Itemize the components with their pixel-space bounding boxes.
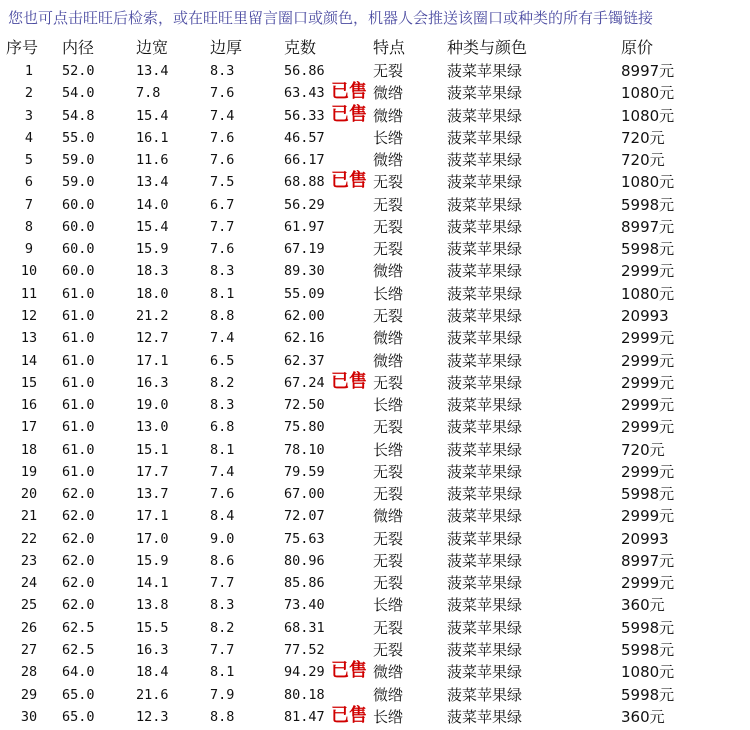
header-inner-diameter: 内径 xyxy=(62,38,95,57)
cell-inner-diameter: 59.0 xyxy=(62,174,95,191)
cell-inner-diameter: 64.0 xyxy=(62,664,95,681)
cell-type-color: 菠菜苹果绿 xyxy=(447,62,523,80)
cell-band-thickness: 8.2 xyxy=(210,374,235,391)
cell-row-number: 11 xyxy=(20,285,38,302)
cell-band-thickness: 8.1 xyxy=(210,285,235,302)
cell-row-number: 27 xyxy=(20,642,38,659)
cell-band-width: 17.7 xyxy=(136,463,169,480)
cell-price: 1080元 xyxy=(621,663,675,682)
cell-band-width: 15.1 xyxy=(136,441,169,458)
cell-inner-diameter: 61.0 xyxy=(62,419,95,436)
cell-type-color: 菠菜苹果绿 xyxy=(447,485,523,504)
cell-price: 2999元 xyxy=(621,373,675,392)
table-row xyxy=(0,594,750,616)
table-row xyxy=(0,439,750,461)
table-row xyxy=(0,617,750,639)
cell-band-width: 18.3 xyxy=(136,263,169,280)
cell-band-thickness: 7.6 xyxy=(210,85,235,102)
cell-inner-diameter: 52.0 xyxy=(62,63,95,79)
cell-feature: 无裂 xyxy=(373,618,404,637)
table-row xyxy=(0,483,750,505)
cell-band-width: 14.1 xyxy=(136,575,169,592)
table-row xyxy=(0,550,750,572)
cell-type-color: 菠菜苹果绿 xyxy=(447,440,523,459)
cell-band-thickness: 8.8 xyxy=(210,307,235,324)
cell-inner-diameter: 60.0 xyxy=(62,196,95,213)
cell-type-color: 菠菜苹果绿 xyxy=(447,173,523,192)
cell-row-number: 3 xyxy=(24,107,34,124)
cell-weight: 56.86 xyxy=(284,63,325,79)
sold-badge: 已售 xyxy=(331,660,367,682)
cell-band-thickness: 8.1 xyxy=(210,441,235,458)
cell-weight: 67.19 xyxy=(284,241,325,258)
table-row xyxy=(0,105,750,127)
cell-price: 2999元 xyxy=(621,462,675,481)
cell-row-number: 1 xyxy=(24,63,34,79)
header-price: 原价 xyxy=(621,38,654,57)
table-row xyxy=(0,528,750,550)
cell-row-number: 26 xyxy=(20,619,38,636)
cell-weight: 80.96 xyxy=(284,552,325,569)
sold-badge: 已售 xyxy=(331,103,367,125)
cell-inner-diameter: 61.0 xyxy=(62,307,95,324)
header-no: 序号 xyxy=(6,38,39,57)
cell-type-color: 菠菜苹果绿 xyxy=(447,462,523,481)
cell-row-number: 12 xyxy=(20,307,38,324)
cell-feature: 长绺 xyxy=(373,396,404,415)
cell-type-color: 菠菜苹果绿 xyxy=(447,151,523,170)
cell-feature: 无裂 xyxy=(373,240,404,259)
cell-price: 2999元 xyxy=(621,507,675,526)
table-row xyxy=(0,639,750,661)
cell-row-number: 10 xyxy=(20,263,38,280)
table-row xyxy=(0,416,750,438)
cell-band-thickness: 8.4 xyxy=(210,508,235,525)
cell-feature: 无裂 xyxy=(373,373,404,392)
table-row xyxy=(0,394,750,416)
cell-band-thickness: 7.7 xyxy=(210,642,235,659)
cell-row-number: 20 xyxy=(20,486,38,503)
cell-inner-diameter: 61.0 xyxy=(62,352,95,369)
cell-row-number: 29 xyxy=(20,686,38,703)
cell-price: 8997元 xyxy=(621,551,675,570)
table-row xyxy=(0,149,750,171)
cell-band-thickness: 7.4 xyxy=(210,107,235,124)
cell-weight: 67.00 xyxy=(284,486,325,503)
cell-price: 5998元 xyxy=(621,618,675,637)
cell-feature: 微绺 xyxy=(373,351,404,370)
cell-feature: 无裂 xyxy=(373,306,404,325)
cell-weight: 67.24 xyxy=(284,374,325,391)
table-row xyxy=(0,461,750,483)
cell-feature: 长绺 xyxy=(373,284,404,303)
cell-row-number: 4 xyxy=(24,129,34,146)
cell-feature: 微绺 xyxy=(373,262,404,281)
cell-feature: 无裂 xyxy=(373,62,404,80)
cell-feature: 无裂 xyxy=(373,551,404,570)
table-row xyxy=(0,372,750,394)
cell-type-color: 菠菜苹果绿 xyxy=(447,373,523,392)
cell-band-width: 21.6 xyxy=(136,686,169,703)
table-row xyxy=(0,684,750,706)
cell-row-number: 18 xyxy=(20,441,38,458)
cell-row-number: 14 xyxy=(20,352,38,369)
cell-inner-diameter: 62.0 xyxy=(62,552,95,569)
cell-price: 2999元 xyxy=(621,329,675,348)
cell-band-thickness: 8.3 xyxy=(210,597,235,614)
cell-inner-diameter: 62.0 xyxy=(62,508,95,525)
cell-feature: 无裂 xyxy=(373,641,404,660)
cell-price: 1080元 xyxy=(621,84,675,103)
table-row xyxy=(0,171,750,193)
cell-row-number: 17 xyxy=(20,419,38,436)
cell-band-width: 11.6 xyxy=(136,152,169,169)
cell-band-width: 21.2 xyxy=(136,307,169,324)
cell-band-width: 16.3 xyxy=(136,374,169,391)
table-row xyxy=(0,82,750,104)
cell-feature: 微绺 xyxy=(373,151,404,170)
header-band-width: 边宽 xyxy=(136,38,169,57)
cell-inner-diameter: 61.0 xyxy=(62,463,95,480)
cell-weight: 79.59 xyxy=(284,463,325,480)
cell-inner-diameter: 61.0 xyxy=(62,285,95,302)
cell-weight: 55.09 xyxy=(284,285,325,302)
cell-type-color: 菠菜苹果绿 xyxy=(447,351,523,370)
table-row xyxy=(0,60,750,82)
cell-type-color: 菠菜苹果绿 xyxy=(447,306,523,325)
cell-type-color: 菠菜苹果绿 xyxy=(447,529,523,548)
cell-price: 5998元 xyxy=(621,485,675,504)
cell-band-width: 15.5 xyxy=(136,619,169,636)
cell-row-number: 6 xyxy=(24,174,34,191)
cell-band-width: 17.1 xyxy=(136,352,169,369)
table-row xyxy=(0,661,750,683)
cell-band-width: 16.1 xyxy=(136,129,169,146)
cell-row-number: 22 xyxy=(20,530,38,547)
sold-badge: 已售 xyxy=(331,170,367,192)
header-weight: 克数 xyxy=(284,38,317,57)
table-row xyxy=(0,572,750,594)
cell-band-thickness: 7.4 xyxy=(210,330,235,347)
cell-feature: 微绺 xyxy=(373,329,404,348)
cell-feature: 长绺 xyxy=(373,596,404,615)
cell-weight: 61.97 xyxy=(284,218,325,235)
cell-price: 20993 xyxy=(621,529,669,548)
cell-inner-diameter: 54.0 xyxy=(62,85,95,102)
cell-weight: 73.40 xyxy=(284,597,325,614)
table-row xyxy=(0,350,750,372)
cell-weight: 77.52 xyxy=(284,642,325,659)
cell-inner-diameter: 59.0 xyxy=(62,152,95,169)
cell-band-thickness: 9.0 xyxy=(210,530,235,547)
cell-feature: 微绺 xyxy=(373,685,404,704)
cell-price: 8997元 xyxy=(621,217,675,236)
table-header xyxy=(0,37,750,59)
cell-band-width: 12.7 xyxy=(136,330,169,347)
cell-band-width: 13.4 xyxy=(136,174,169,191)
cell-feature: 无裂 xyxy=(373,529,404,548)
cell-feature: 无裂 xyxy=(373,418,404,437)
table-row xyxy=(0,706,750,728)
cell-inner-diameter: 61.0 xyxy=(62,397,95,414)
cell-inner-diameter: 62.5 xyxy=(62,619,95,636)
cell-band-thickness: 6.5 xyxy=(210,352,235,369)
cell-price: 1080元 xyxy=(621,106,675,125)
cell-type-color: 菠菜苹果绿 xyxy=(447,84,523,103)
cell-band-thickness: 8.3 xyxy=(210,263,235,280)
cell-row-number: 25 xyxy=(20,597,38,614)
cell-price: 5998元 xyxy=(621,641,675,660)
notice-text: 您也可点击旺旺后检索，或在旺旺里留言圈口或颜色，机器人会推送该圈口或种类的所有手镯链接 xyxy=(8,9,654,27)
sold-badge: 已售 xyxy=(331,81,367,103)
cell-inner-diameter: 55.0 xyxy=(62,129,95,146)
cell-band-width: 15.4 xyxy=(136,107,169,124)
cell-type-color: 菠菜苹果绿 xyxy=(447,663,523,682)
cell-feature: 微绺 xyxy=(373,84,404,103)
sold-badge: 已售 xyxy=(331,704,367,726)
cell-inner-diameter: 62.0 xyxy=(62,530,95,547)
cell-feature: 长绺 xyxy=(373,707,404,726)
cell-inner-diameter: 62.0 xyxy=(62,575,95,592)
cell-price: 720元 xyxy=(621,440,665,459)
cell-band-width: 15.9 xyxy=(136,552,169,569)
cell-band-width: 13.0 xyxy=(136,419,169,436)
cell-inner-diameter: 62.0 xyxy=(62,486,95,503)
cell-band-width: 13.8 xyxy=(136,597,169,614)
cell-type-color: 菠菜苹果绿 xyxy=(447,618,523,637)
cell-band-width: 13.7 xyxy=(136,486,169,503)
cell-row-number: 28 xyxy=(20,664,38,681)
cell-inner-diameter: 62.0 xyxy=(62,597,95,614)
cell-row-number: 8 xyxy=(24,218,34,235)
cell-band-width: 14.0 xyxy=(136,196,169,213)
cell-band-width: 18.4 xyxy=(136,664,169,681)
table-row xyxy=(0,305,750,327)
cell-weight: 89.30 xyxy=(284,263,325,280)
cell-type-color: 菠菜苹果绿 xyxy=(447,329,523,348)
table-row xyxy=(0,216,750,238)
cell-band-thickness: 7.6 xyxy=(210,152,235,169)
cell-feature: 微绺 xyxy=(373,663,404,682)
table-row xyxy=(0,260,750,282)
cell-price: 2999元 xyxy=(621,396,675,415)
cell-weight: 80.18 xyxy=(284,686,325,703)
cell-band-width: 12.3 xyxy=(136,708,169,725)
cell-band-thickness: 8.1 xyxy=(210,664,235,681)
cell-row-number: 24 xyxy=(20,575,38,592)
cell-price: 5998元 xyxy=(621,685,675,704)
cell-row-number: 9 xyxy=(24,241,34,258)
cell-inner-diameter: 62.5 xyxy=(62,642,95,659)
cell-row-number: 13 xyxy=(20,330,38,347)
header-band-thickness: 边厚 xyxy=(210,38,243,57)
cell-type-color: 菠菜苹果绿 xyxy=(447,685,523,704)
cell-feature: 无裂 xyxy=(373,574,404,593)
cell-inner-diameter: 54.8 xyxy=(62,107,95,124)
cell-band-thickness: 7.7 xyxy=(210,218,235,235)
sold-badge: 已售 xyxy=(331,370,367,392)
cell-type-color: 菠菜苹果绿 xyxy=(447,418,523,437)
cell-price: 5998元 xyxy=(621,195,675,214)
cell-inner-diameter: 61.0 xyxy=(62,441,95,458)
cell-band-thickness: 7.4 xyxy=(210,463,235,480)
cell-inner-diameter: 60.0 xyxy=(62,263,95,280)
cell-inner-diameter: 60.0 xyxy=(62,241,95,258)
cell-row-number: 5 xyxy=(24,152,34,169)
cell-feature: 无裂 xyxy=(373,462,404,481)
table-row xyxy=(0,194,750,216)
cell-band-width: 7.8 xyxy=(136,85,161,102)
cell-band-thickness: 7.9 xyxy=(210,686,235,703)
cell-band-width: 15.4 xyxy=(136,218,169,235)
table-row xyxy=(0,238,750,260)
header-feature: 特点 xyxy=(373,38,406,57)
cell-inner-diameter: 61.0 xyxy=(62,330,95,347)
cell-weight: 75.80 xyxy=(284,419,325,436)
cell-band-thickness: 7.6 xyxy=(210,129,235,146)
cell-feature: 无裂 xyxy=(373,217,404,236)
cell-band-thickness: 8.6 xyxy=(210,552,235,569)
cell-weight: 78.10 xyxy=(284,441,325,458)
cell-weight: 81.47 xyxy=(284,708,325,725)
cell-row-number: 19 xyxy=(20,463,38,480)
cell-price: 1080元 xyxy=(621,284,675,303)
cell-row-number: 30 xyxy=(20,708,38,725)
cell-price: 2999元 xyxy=(621,351,675,370)
cell-weight: 85.86 xyxy=(284,575,325,592)
cell-type-color: 菠菜苹果绿 xyxy=(447,106,523,125)
cell-feature: 微绺 xyxy=(373,106,404,125)
cell-band-width: 15.9 xyxy=(136,241,169,258)
cell-price: 5998元 xyxy=(621,240,675,259)
cell-weight: 66.17 xyxy=(284,152,325,169)
cell-feature: 无裂 xyxy=(373,485,404,504)
cell-inner-diameter: 65.0 xyxy=(62,708,95,725)
cell-feature: 长绺 xyxy=(373,440,404,459)
cell-type-color: 菠菜苹果绿 xyxy=(447,284,523,303)
cell-type-color: 菠菜苹果绿 xyxy=(447,240,523,259)
header-type-color: 种类与颜色 xyxy=(447,38,528,57)
table-row xyxy=(0,127,750,149)
cell-feature: 无裂 xyxy=(373,195,404,214)
cell-price: 360元 xyxy=(621,596,665,615)
cell-price: 720元 xyxy=(621,128,665,147)
cell-weight: 63.43 xyxy=(284,85,325,102)
table-row xyxy=(0,327,750,349)
cell-band-thickness: 7.5 xyxy=(210,174,235,191)
cell-weight: 56.33 xyxy=(284,107,325,124)
cell-row-number: 21 xyxy=(20,508,38,525)
cell-band-thickness: 8.8 xyxy=(210,708,235,725)
cell-weight: 94.29 xyxy=(284,664,325,681)
cell-inner-diameter: 65.0 xyxy=(62,686,95,703)
cell-feature: 微绺 xyxy=(373,507,404,526)
cell-price: 360元 xyxy=(621,707,665,726)
cell-weight: 75.63 xyxy=(284,530,325,547)
cell-price: 1080元 xyxy=(621,173,675,192)
cell-price: 2999元 xyxy=(621,262,675,281)
cell-feature: 长绺 xyxy=(373,128,404,147)
cell-weight: 72.50 xyxy=(284,397,325,414)
cell-band-thickness: 8.3 xyxy=(210,397,235,414)
cell-row-number: 7 xyxy=(24,196,34,213)
cell-band-thickness: 7.6 xyxy=(210,241,235,258)
cell-type-color: 菠菜苹果绿 xyxy=(447,396,523,415)
cell-weight: 46.57 xyxy=(284,129,325,146)
cell-weight: 56.29 xyxy=(284,196,325,213)
cell-price: 2999元 xyxy=(621,574,675,593)
table-row xyxy=(0,505,750,527)
cell-price: 720元 xyxy=(621,151,665,170)
cell-row-number: 2 xyxy=(24,85,34,102)
cell-inner-diameter: 60.0 xyxy=(62,218,95,235)
cell-feature: 无裂 xyxy=(373,173,404,192)
cell-type-color: 菠菜苹果绿 xyxy=(447,551,523,570)
cell-band-width: 17.1 xyxy=(136,508,169,525)
cell-band-thickness: 8.2 xyxy=(210,619,235,636)
cell-band-width: 18.0 xyxy=(136,285,169,302)
cell-band-width: 13.4 xyxy=(136,63,169,79)
table-row xyxy=(0,283,750,305)
cell-type-color: 菠菜苹果绿 xyxy=(447,641,523,660)
cell-row-number: 15 xyxy=(20,374,38,391)
cell-type-color: 菠菜苹果绿 xyxy=(447,574,523,593)
cell-band-thickness: 6.7 xyxy=(210,196,235,213)
cell-weight: 68.31 xyxy=(284,619,325,636)
cell-weight: 62.16 xyxy=(284,330,325,347)
cell-band-thickness: 8.3 xyxy=(210,63,235,79)
cell-type-color: 菠菜苹果绿 xyxy=(447,707,523,726)
cell-weight: 72.07 xyxy=(284,508,325,525)
cell-row-number: 16 xyxy=(20,397,38,414)
cell-type-color: 菠菜苹果绿 xyxy=(447,195,523,214)
cell-type-color: 菠菜苹果绿 xyxy=(447,596,523,615)
cell-band-thickness: 6.8 xyxy=(210,419,235,436)
cell-weight: 62.00 xyxy=(284,307,325,324)
cell-band-thickness: 7.7 xyxy=(210,575,235,592)
cell-row-number: 23 xyxy=(20,552,38,569)
cell-price: 20993 xyxy=(621,306,669,325)
cell-price: 2999元 xyxy=(621,418,675,437)
cell-band-width: 17.0 xyxy=(136,530,169,547)
cell-price: 8997元 xyxy=(621,62,675,80)
cell-type-color: 菠菜苹果绿 xyxy=(447,262,523,281)
cell-band-thickness: 7.6 xyxy=(210,486,235,503)
cell-inner-diameter: 61.0 xyxy=(62,374,95,391)
cell-type-color: 菠菜苹果绿 xyxy=(447,128,523,147)
cell-band-width: 16.3 xyxy=(136,642,169,659)
cell-weight: 62.37 xyxy=(284,352,325,369)
cell-type-color: 菠菜苹果绿 xyxy=(447,507,523,526)
cell-type-color: 菠菜苹果绿 xyxy=(447,217,523,236)
cell-band-width: 19.0 xyxy=(136,397,169,414)
cell-weight: 68.88 xyxy=(284,174,325,191)
